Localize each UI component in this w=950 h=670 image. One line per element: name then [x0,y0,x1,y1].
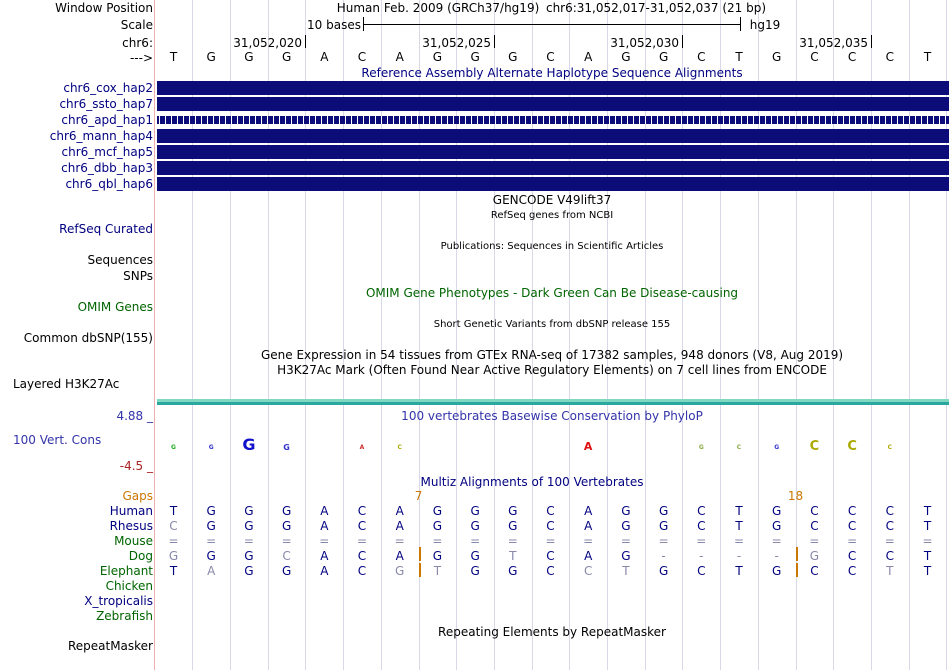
phylop-title: 100 vertebrates Basewise Conservation by PhyloP [401,409,703,423]
window-position-label: Window Position [55,1,153,15]
species-label[interactable]: Elephant [99,564,153,578]
alt-hap-label[interactable]: chr6_qbl_hap6 [65,177,153,191]
alignment-base: = [432,534,443,548]
reference-base: G [508,50,518,64]
reference-base: C [885,50,894,64]
label-divider [154,0,155,670]
alignment-base: = [394,534,405,548]
species-label[interactable]: Human [109,504,153,518]
logo-letter: C [847,438,857,454]
species-label[interactable]: Zebrafish [96,609,153,623]
alignment-base: C [357,519,367,533]
alt-hap-bar [157,97,949,111]
reference-base: T [169,50,178,64]
alt-hap-bar [157,161,949,175]
alignment-base: G [470,519,480,533]
alignment-base: G [206,549,216,563]
alignment-base: = [168,534,179,548]
logo-letter: A [583,440,593,454]
alignment-base: G [508,564,518,578]
species-label[interactable]: Chicken [105,579,153,593]
species-label[interactable]: Rhesus [109,519,153,533]
ruler-tick [494,35,495,48]
alignment-base: = [507,534,518,548]
alignment-base: G [772,564,782,578]
alignment-base: A [584,504,593,518]
phylop-max: 4.88 _ [116,409,153,423]
alignment-base: A [584,549,593,563]
alignment-base: A [395,549,404,563]
alignment-base: G [772,504,782,518]
logo-letter: G [774,444,780,452]
alignment-base: C [847,564,857,578]
alignment-base: C [885,504,894,518]
alignment-base: = [847,534,858,548]
gencode-title: GENCODE V49lift37 [492,193,612,207]
alignment-base: = [545,534,556,548]
alignment-base: A [320,504,329,518]
reference-base: A [584,50,593,64]
elephant-gap-marker [419,563,421,577]
alignment-base: A [584,519,593,533]
alignment-base: C [697,519,706,533]
alt-hap-bar [157,177,949,191]
phylop-min: -4.5 _ [119,459,153,473]
gtex-title: Gene Expression in 54 tissues from GTEx RNA-seq of 17382 samples, 948 donors (V8, Aug 2019) [260,348,844,362]
alignment-base: = [620,534,631,548]
logo-letter: G [171,444,176,452]
alignment-base: G [395,564,405,578]
alignment-base: G [508,504,518,518]
alignment-base: T [735,504,743,518]
db-label: hg19 [749,18,781,32]
alignment-base: G [621,519,631,533]
dog-gap-marker-2 [796,547,798,561]
alignment-base: G [281,564,292,578]
alignment-base: G [772,519,782,533]
alignment-base: C [282,549,291,563]
reference-base: G [658,50,669,64]
reference-base: C [810,50,819,64]
sequences-label[interactable]: Sequences [87,253,153,267]
species-label[interactable]: Dog [128,549,153,563]
publications-title: Publications: Sequences in Scientific Articles [440,241,664,252]
alignment-base: C [546,564,555,578]
scale-bar-end [740,17,741,31]
h3k27ac-title: H3K27Ac Mark (Often Found Near Active Regulatory Elements) on 7 cell lines from ENCODE [277,363,827,377]
ruler-tick [871,35,872,48]
alignment-base: G [168,549,179,563]
alignment-base: G [432,549,443,563]
logo-letter: C [736,444,742,452]
ruler-tick-label: 31,052,030 [610,36,679,50]
alt-hap-title: Reference Assembly Alternate Haplotype Sequence Alignments [361,66,743,80]
ruler-tick-label: 31,052,020 [233,36,302,50]
reference-base: C [357,50,367,64]
scale-text: 10 bases [307,18,361,32]
ruler-tick-label: 31,052,025 [422,36,491,50]
alignment-base: T [509,549,517,563]
logo-letter: G [698,444,704,452]
logo-letter: C [887,444,892,452]
alignment-base: T [923,564,932,578]
refseq-title: RefSeq genes from NCBI [490,210,614,221]
alignment-base: A [320,549,329,563]
alignment-base: G [658,564,669,578]
alignment-base: T [169,564,178,578]
alignment-base: C [885,519,894,533]
alt-hap-label[interactable]: chr6_cox_hap2 [63,81,153,95]
logo-letter: G [283,442,290,452]
reference-base: G [432,50,443,64]
reference-base: G [206,50,216,64]
ruler-tick [305,35,306,48]
assembly-title: Human Feb. 2009 (GRCh37/hg19) [336,1,540,15]
logo-letter: G [242,435,256,455]
ruler-tick-label: 31,052,035 [799,36,868,50]
scale-label: Scale [120,18,153,32]
alignment-base: T [622,564,630,578]
reference-base: A [320,50,329,64]
alignment-base: T [886,564,894,578]
phylop-label[interactable]: 100 Vert. Cons [13,433,102,447]
repeatmasker-label[interactable]: RepeatMasker [67,639,153,653]
reference-base: G [621,50,631,64]
alignment-base: = [583,534,594,548]
reference-base: T [923,50,932,64]
species-label[interactable]: Mouse [114,534,153,548]
reference-base: G [244,50,254,64]
alt-hap-label[interactable]: chr6_mcf_hap5 [61,145,153,159]
omim-label[interactable]: OMIM Genes [77,300,153,314]
alignment-base: - [774,549,779,563]
alignment-base: G [432,519,443,533]
dbsnp-title: Short Genetic Variants from dbSNP release 155 [433,319,671,330]
alignment-base: G [658,519,669,533]
logo-letter: G [208,444,214,452]
dog-gap-marker [419,547,421,561]
alignment-base: A [207,564,216,578]
alt-hap-bar [157,145,949,159]
alignment-base: = [243,534,254,548]
alignment-base: C [885,549,894,563]
alignment-base: C [847,519,857,533]
alt-hap-bar [157,116,949,124]
alignment-base: G [508,519,518,533]
reference-base: G [772,50,782,64]
alignment-base: T [923,504,932,518]
alignment-base: = [319,534,330,548]
alignment-base: G [206,519,216,533]
reference-base: T [735,50,743,64]
alignment-base: G [281,519,292,533]
multiz-title: Multiz Alignments of 100 Vertebrates [420,475,644,489]
repeatmasker-title: Repeating Elements by RepeatMasker [438,625,666,639]
alignment-base: C [546,504,555,518]
gap-value: 7 [414,489,423,503]
ruler-tick [682,35,683,48]
dbsnp-label[interactable]: Common dbSNP(155) [23,331,153,345]
alignment-base: = [206,534,217,548]
reference-base: C [697,50,706,64]
h3k27ac-signal-dark [157,402,949,405]
alignment-base: C [697,564,706,578]
alignment-base: G [470,549,480,563]
logo-letter: C [809,438,820,454]
reference-base: C [847,50,857,64]
alignment-base: = [281,534,292,548]
alignment-base: G [621,549,631,563]
alignment-base: C [847,549,857,563]
alignment-base: C [697,504,706,518]
alignment-base: A [320,564,329,578]
alignment-base: C [546,519,555,533]
species-label[interactable]: X_tropicalis [84,594,153,608]
refseq-label[interactable]: RefSeq Curated [59,222,153,236]
alignment-base: C [847,504,857,518]
alignment-base: C [810,504,819,518]
alignment-base: C [169,519,178,533]
alignment-base: G [244,519,254,533]
strand-label: ---> [129,51,153,65]
alignment-base: = [733,534,745,548]
alt-hap-bar [157,129,949,143]
alignment-base: T [169,504,178,518]
alignment-base: C [546,549,555,563]
alignment-base: - [699,549,704,563]
alignment-base: = [771,534,782,548]
alignment-base: T [923,519,932,533]
alignment-base: C [810,519,819,533]
alignment-base: T [433,564,442,578]
chrom-label: chr6: [122,36,153,50]
alignment-base: G [244,549,254,563]
alignment-base: T [735,519,743,533]
alignment-base: G [658,504,669,518]
alignment-base: T [923,549,932,563]
alignment-base: G [470,564,480,578]
alignment-base: G [281,504,292,518]
elephant-gap-marker-2 [796,563,798,577]
alignment-base: A [395,519,404,533]
snps-label[interactable]: SNPs [123,269,153,283]
alignment-base: C [810,564,819,578]
alignment-base: T [735,564,743,578]
alignment-base: - [661,549,666,563]
scale-bar [364,24,740,25]
alignment-base: G [809,549,820,563]
alignment-base: G [206,504,216,518]
alignment-base: A [320,519,329,533]
alignment-base: = [922,534,933,548]
reference-base: G [470,50,480,64]
gap-value: 18 [787,489,804,503]
alt-hap-label[interactable]: chr6_mann_hap4 [49,129,153,143]
alignment-base: = [696,534,707,548]
alignment-base: = [658,534,669,548]
alignment-base: = [884,534,895,548]
alignment-base: G [470,504,480,518]
logo-letter: A [359,444,365,452]
alt-hap-bar [157,81,949,95]
alignment-base: = [470,534,481,548]
alt-hap-label[interactable]: chr6_apd_hap1 [61,113,153,127]
gaps-label: Gaps [122,489,153,503]
alignment-base: C [357,564,367,578]
alignment-base: G [432,504,443,518]
omim-title: OMIM Gene Phenotypes - Dark Green Can Be Disease-causing [365,286,739,300]
alignment-base: = [356,534,368,548]
alt-hap-label[interactable]: chr6_dbb_hap3 [61,161,153,175]
alignment-base: C [357,504,367,518]
alignment-base: G [621,504,631,518]
alignment-base: C [357,549,367,563]
position-text: chr6:31,052,017-31,052,037 (21 bp) [545,1,767,15]
alignment-base: = [809,534,820,548]
reference-base: A [395,50,404,64]
reference-base: G [281,50,292,64]
logo-letter: C [397,444,402,452]
alignment-base: G [244,504,254,518]
h3k27ac-label[interactable]: Layered H3K27Ac [13,377,120,391]
alignment-base: - [736,549,742,563]
reference-base: C [546,50,555,64]
alignment-base: G [244,564,254,578]
alignment-base: C [583,564,593,578]
alt-hap-label[interactable]: chr6_ssto_hap7 [59,97,153,111]
alignment-base: A [395,504,404,518]
